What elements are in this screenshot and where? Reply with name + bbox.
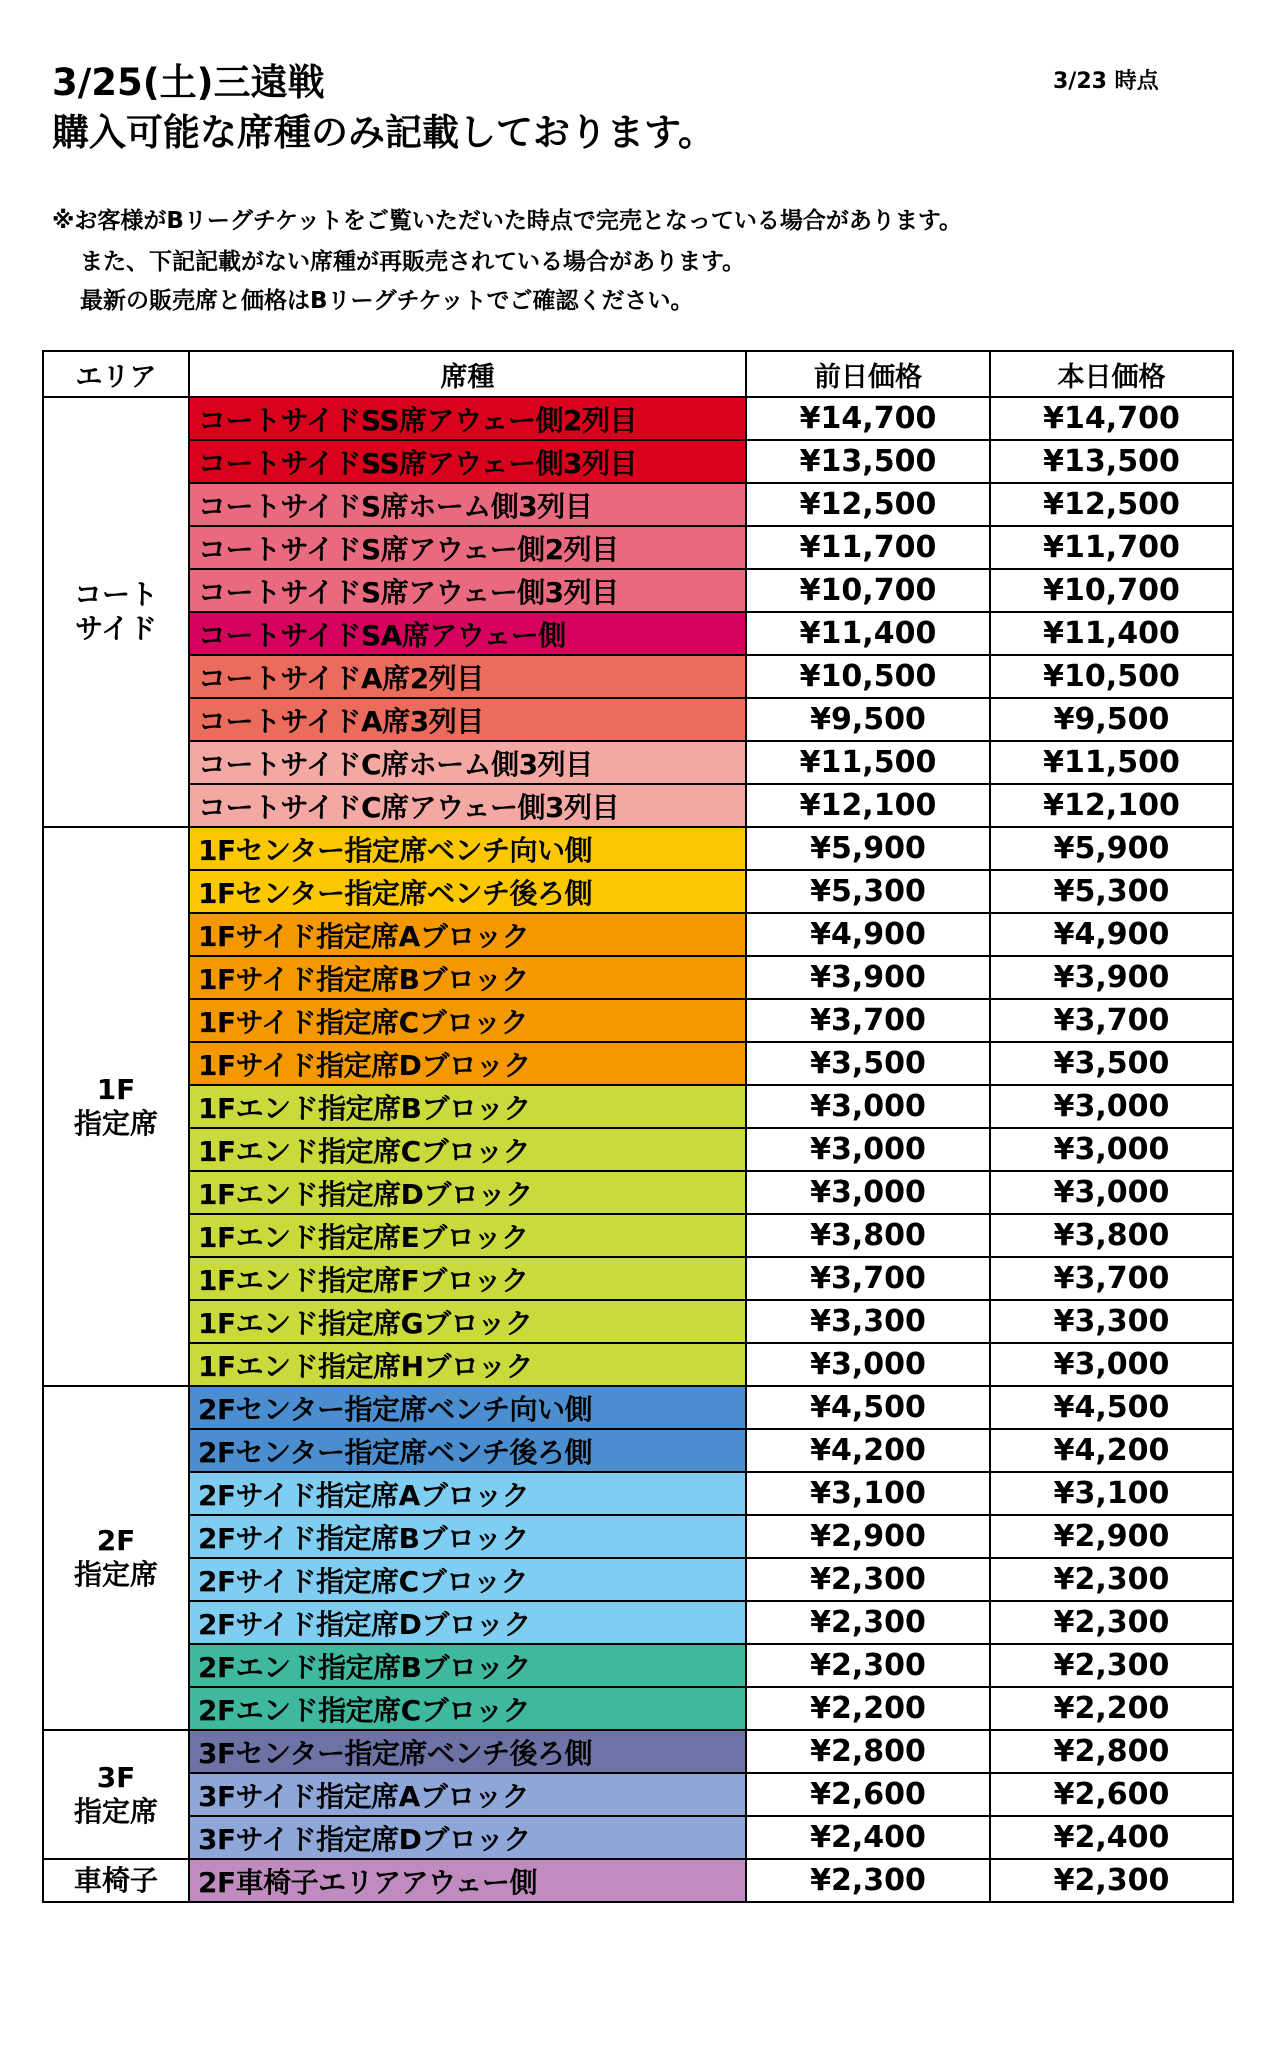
prev-price-cell: ¥3,100: [746, 1472, 990, 1515]
seat-type-cell: 2Fサイド指定席Bブロック: [189, 1515, 746, 1558]
today-price-cell: ¥12,500: [990, 483, 1233, 526]
table-row: [43, 1042, 1233, 1085]
area-cell: 3F 指定席: [43, 1730, 189, 1859]
prev-price-cell: ¥11,500: [746, 741, 990, 784]
prev-price-cell: ¥2,800: [746, 1730, 990, 1773]
seat-type-cell: 1Fエンド指定席Hブロック: [189, 1343, 746, 1386]
prev-price-cell: ¥3,700: [746, 999, 990, 1042]
seat-type-cell: 3Fセンター指定席ベンチ後ろ側: [189, 1730, 746, 1773]
table-row: [43, 698, 1233, 741]
prev-price-cell: ¥3,700: [746, 1257, 990, 1300]
prev-price-cell: ¥13,500: [746, 440, 990, 483]
seat-type-cell: 2F車椅子エリアアウェー側: [189, 1859, 746, 1902]
table-row: [43, 999, 1233, 1042]
table-row: [43, 1730, 1233, 1773]
prev-price-cell: ¥9,500: [746, 698, 990, 741]
prev-price-cell: ¥2,900: [746, 1515, 990, 1558]
table-row: [43, 569, 1233, 612]
table-row: [43, 612, 1233, 655]
prev-price-cell: ¥11,400: [746, 612, 990, 655]
prev-price-cell: ¥12,100: [746, 784, 990, 827]
prev-price-cell: ¥14,700: [746, 397, 990, 440]
today-price-cell: ¥3,800: [990, 1214, 1233, 1257]
seat-type-cell: 1Fサイド指定席Cブロック: [189, 999, 746, 1042]
seat-type-cell: 2Fエンド指定席Cブロック: [189, 1687, 746, 1730]
seat-type-cell: 1Fエンド指定席Cブロック: [189, 1128, 746, 1171]
table-row: [43, 1816, 1233, 1859]
table-row: [43, 741, 1233, 784]
today-price-cell: ¥3,500: [990, 1042, 1233, 1085]
prev-price-cell: ¥12,500: [746, 483, 990, 526]
seat-type-cell: 1Fエンド指定席Eブロック: [189, 1214, 746, 1257]
today-price-cell: ¥2,800: [990, 1730, 1233, 1773]
today-price-cell: ¥3,700: [990, 1257, 1233, 1300]
table-header-row: [43, 351, 1233, 397]
seat-type-cell: コートサイドSS席アウェー側3列目: [189, 440, 746, 483]
table-row: [43, 1128, 1233, 1171]
today-price-cell: ¥2,900: [990, 1515, 1233, 1558]
area-cell: 1F 指定席: [43, 827, 189, 1386]
prev-price-cell: ¥11,700: [746, 526, 990, 569]
seat-type-cell: 1Fエンド指定席Dブロック: [189, 1171, 746, 1214]
seat-type-cell: コートサイドS席アウェー側2列目: [189, 526, 746, 569]
table-row: [43, 1515, 1233, 1558]
seat-type-cell: 2Fセンター指定席ベンチ向い側: [189, 1386, 746, 1429]
area-cell: 2F 指定席: [43, 1386, 189, 1730]
today-price-cell: ¥5,300: [990, 870, 1233, 913]
seat-type-cell: コートサイドSA席アウェー側: [189, 612, 746, 655]
prev-price-cell: ¥3,000: [746, 1085, 990, 1128]
seat-type-cell: コートサイドC席アウェー側3列目: [189, 784, 746, 827]
prev-price-cell: ¥3,000: [746, 1128, 990, 1171]
prev-price-cell: ¥5,300: [746, 870, 990, 913]
prev-price-cell: ¥2,300: [746, 1601, 990, 1644]
today-price-cell: ¥11,700: [990, 526, 1233, 569]
price-table-body: [43, 397, 1233, 1902]
table-row: [43, 784, 1233, 827]
table-row: [43, 1773, 1233, 1816]
table-row: [43, 397, 1233, 440]
today-price-cell: ¥3,700: [990, 999, 1233, 1042]
today-price-cell: ¥3,000: [990, 1128, 1233, 1171]
area-cell: 車椅子: [43, 1859, 189, 1902]
notice-line-2: また、下記記載がない席種が再販売されている場合があります。: [80, 249, 746, 275]
today-price-cell: ¥3,000: [990, 1343, 1233, 1386]
table-row: [43, 1171, 1233, 1214]
table-row: [43, 1558, 1233, 1601]
today-price-cell: ¥4,900: [990, 913, 1233, 956]
today-price-cell: ¥4,200: [990, 1429, 1233, 1472]
header-seat: 席種: [189, 351, 746, 397]
today-price-cell: ¥3,900: [990, 956, 1233, 999]
prev-price-cell: ¥3,000: [746, 1171, 990, 1214]
table-row: [43, 1257, 1233, 1300]
seat-type-cell: 3Fサイド指定席Dブロック: [189, 1816, 746, 1859]
today-price-cell: ¥2,300: [990, 1644, 1233, 1687]
seat-type-cell: 1Fサイド指定席Bブロック: [189, 956, 746, 999]
seat-type-cell: コートサイドC席ホーム側3列目: [189, 741, 746, 784]
header-today-price: 本日価格: [990, 351, 1233, 397]
prev-price-cell: ¥3,000: [746, 1343, 990, 1386]
page-subtitle: 購入可能な席種のみ記載しております。: [52, 111, 716, 154]
today-price-cell: ¥2,300: [990, 1601, 1233, 1644]
table-row: [43, 1859, 1233, 1902]
table-row: [43, 655, 1233, 698]
prev-price-cell: ¥10,700: [746, 569, 990, 612]
seat-type-cell: 2Fエンド指定席Bブロック: [189, 1644, 746, 1687]
table-row: [43, 1429, 1233, 1472]
prev-price-cell: ¥4,500: [746, 1386, 990, 1429]
notice-line-1: ※お客様がBリーグチケットをご覧いただいた時点で完売となっている場合があります。: [52, 208, 962, 234]
seat-type-cell: 2Fセンター指定席ベンチ後ろ側: [189, 1429, 746, 1472]
prev-price-cell: ¥4,900: [746, 913, 990, 956]
table-row: [43, 440, 1233, 483]
table-row: [43, 526, 1233, 569]
seat-type-cell: 1Fセンター指定席ベンチ向い側: [189, 827, 746, 870]
seat-type-cell: 1Fサイド指定席Aブロック: [189, 913, 746, 956]
today-price-cell: ¥3,300: [990, 1300, 1233, 1343]
seat-type-cell: 2Fサイド指定席Aブロック: [189, 1472, 746, 1515]
today-price-cell: ¥2,200: [990, 1687, 1233, 1730]
table-row: [43, 827, 1233, 870]
table-row: [43, 1343, 1233, 1386]
today-price-cell: ¥9,500: [990, 698, 1233, 741]
today-price-cell: ¥2,300: [990, 1558, 1233, 1601]
today-price-cell: ¥2,600: [990, 1773, 1233, 1816]
table-row: [43, 1687, 1233, 1730]
seat-type-cell: 3Fサイド指定席Aブロック: [189, 1773, 746, 1816]
price-table: [42, 350, 1234, 1903]
today-price-cell: ¥12,100: [990, 784, 1233, 827]
prev-price-cell: ¥2,400: [746, 1816, 990, 1859]
seat-type-cell: 1Fエンド指定席Gブロック: [189, 1300, 746, 1343]
seat-type-cell: コートサイドA席3列目: [189, 698, 746, 741]
today-price-cell: ¥2,300: [990, 1859, 1233, 1902]
prev-price-cell: ¥10,500: [746, 655, 990, 698]
table-row: [43, 1085, 1233, 1128]
seat-type-cell: コートサイドSS席アウェー側2列目: [189, 397, 746, 440]
table-row: [43, 913, 1233, 956]
today-price-cell: ¥2,400: [990, 1816, 1233, 1859]
prev-price-cell: ¥3,500: [746, 1042, 990, 1085]
table-row: [43, 1472, 1233, 1515]
table-row: [43, 1300, 1233, 1343]
notice-line-3: 最新の販売席と価格はBリーグチケットでご確認ください。: [80, 288, 694, 314]
table-row: [43, 1214, 1233, 1257]
table-row: [43, 1386, 1233, 1429]
seat-type-cell: 1Fエンド指定席Bブロック: [189, 1085, 746, 1128]
seat-type-cell: コートサイドA席2列目: [189, 655, 746, 698]
today-price-cell: ¥3,000: [990, 1171, 1233, 1214]
prev-price-cell: ¥2,600: [746, 1773, 990, 1816]
table-row: [43, 870, 1233, 913]
today-price-cell: ¥10,500: [990, 655, 1233, 698]
today-price-cell: ¥10,700: [990, 569, 1233, 612]
prev-price-cell: ¥2,300: [746, 1644, 990, 1687]
prev-price-cell: ¥5,900: [746, 827, 990, 870]
seat-type-cell: 1Fエンド指定席Fブロック: [189, 1257, 746, 1300]
as-of-date: 3/23 時点: [1053, 69, 1159, 94]
seat-type-cell: 2Fサイド指定席Cブロック: [189, 1558, 746, 1601]
page-title: 3/25(土)三遠戦: [52, 61, 325, 104]
area-cell: コート サイド: [43, 397, 189, 827]
today-price-cell: ¥3,100: [990, 1472, 1233, 1515]
today-price-cell: ¥11,400: [990, 612, 1233, 655]
table-row: [43, 1644, 1233, 1687]
table-row: [43, 956, 1233, 999]
header-prev-price: 前日価格: [746, 351, 990, 397]
table-row: [43, 1601, 1233, 1644]
prev-price-cell: ¥3,300: [746, 1300, 990, 1343]
header-area: エリア: [43, 351, 189, 397]
prev-price-cell: ¥3,800: [746, 1214, 990, 1257]
today-price-cell: ¥5,900: [990, 827, 1233, 870]
prev-price-cell: ¥2,200: [746, 1687, 990, 1730]
prev-price-cell: ¥3,900: [746, 956, 990, 999]
today-price-cell: ¥14,700: [990, 397, 1233, 440]
seat-type-cell: 1Fサイド指定席Dブロック: [189, 1042, 746, 1085]
seat-type-cell: 2Fサイド指定席Dブロック: [189, 1601, 746, 1644]
today-price-cell: ¥11,500: [990, 741, 1233, 784]
seat-type-cell: 1Fセンター指定席ベンチ後ろ側: [189, 870, 746, 913]
prev-price-cell: ¥2,300: [746, 1859, 990, 1902]
today-price-cell: ¥4,500: [990, 1386, 1233, 1429]
prev-price-cell: ¥2,300: [746, 1558, 990, 1601]
table-row: [43, 483, 1233, 526]
today-price-cell: ¥3,000: [990, 1085, 1233, 1128]
prev-price-cell: ¥4,200: [746, 1429, 990, 1472]
today-price-cell: ¥13,500: [990, 440, 1233, 483]
seat-type-cell: コートサイドS席アウェー側3列目: [189, 569, 746, 612]
seat-type-cell: コートサイドS席ホーム側3列目: [189, 483, 746, 526]
